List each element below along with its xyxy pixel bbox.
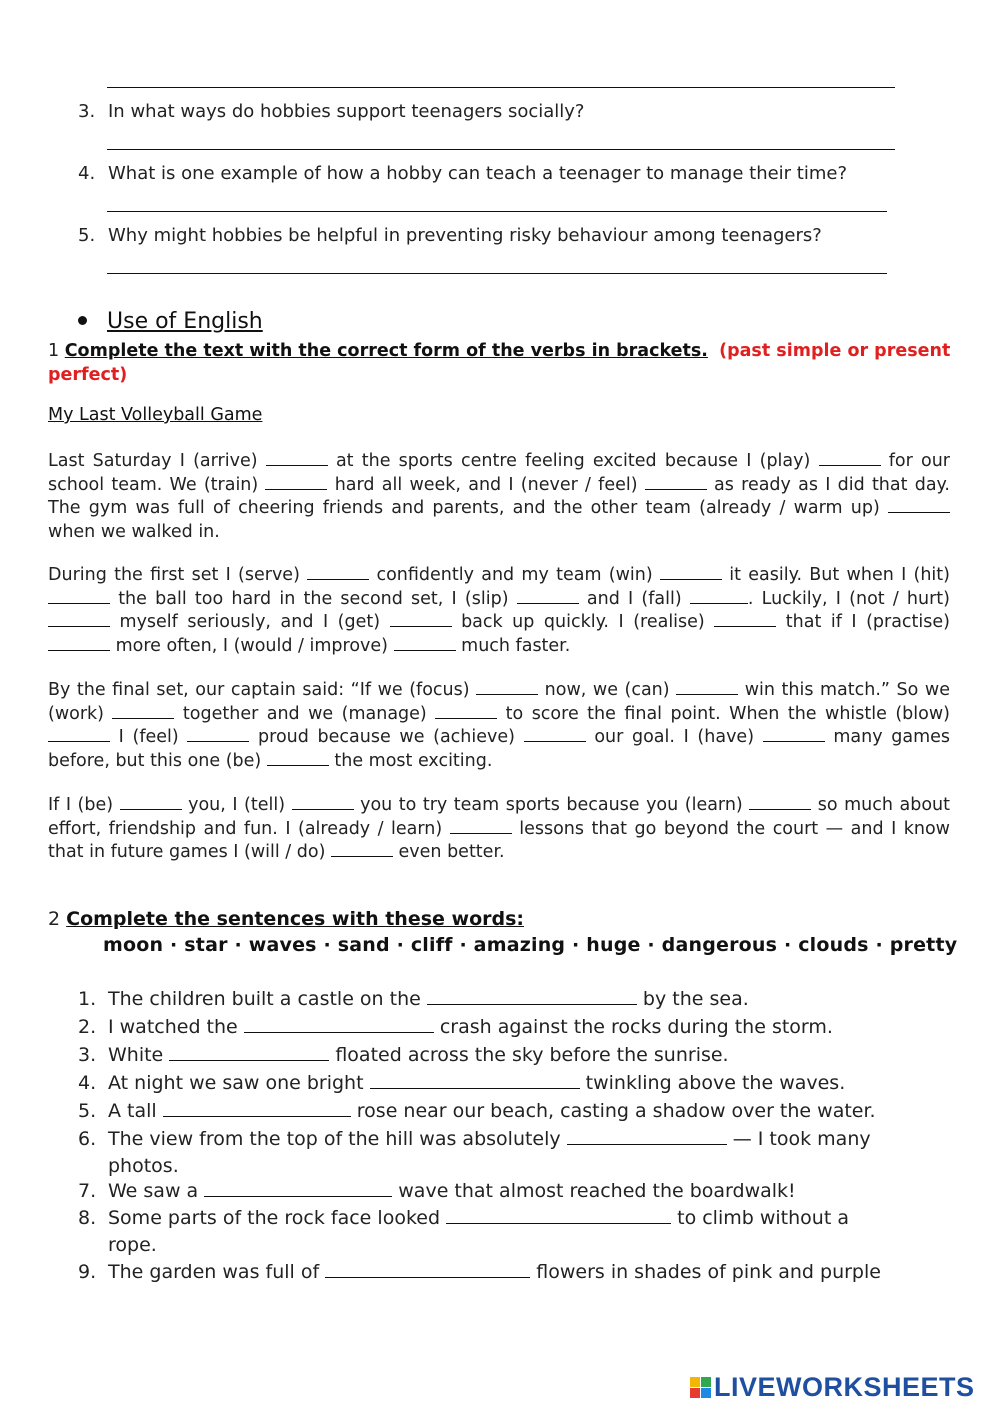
blank[interactable] [48, 636, 110, 651]
sentence-8 [78, 1205, 849, 1259]
blank[interactable] [763, 727, 825, 742]
sentence-continuation: photos. [108, 1155, 179, 1177]
liveworksheets-logo [690, 1372, 975, 1402]
story-paragraph-1: Last Saturday I (arrive) at the sports centre feeling excited because I (play) for our school team. We (train) hard all week, and I (never / feel) as ready as I did that day. The gym was full of cheering friends and parents, and the other team (already / warm up) when we walked in. [48, 451, 950, 542]
story-paragraph-2: During the first set I (serve) confidently and my team (win) it easily. But when I (hit) the ball too hard in the second set, I (slip) and I (fall) . Luckily, I (not / hurt) myself seriously, and I (get) back up quickly. I (realise) that if I (practise) more often, I (would / improve) much faster. [48, 565, 950, 656]
answer-blank[interactable] [163, 1099, 351, 1117]
question-5 [78, 224, 822, 248]
sentence-1 [78, 986, 749, 1013]
logo-text: LIVEWORKSHEETS [714, 1371, 975, 1402]
story-paragraph-4: If I (be) you, I (tell) you to try team sports because you (learn) so much about effort, friendship and fun. I (already / learn) lessons that go beyond the court — and I know that in future games I (will / do) even better. [48, 795, 951, 863]
question-text: What is one example of how a hobby can teach a teenager to manage their time? [108, 163, 848, 184]
blank[interactable] [435, 704, 497, 719]
word-bank: moon · star · waves · sand · cliff · amazing · huge · dangerous · clouds · pretty [103, 934, 958, 956]
sentence-end: twinkling above the waves. [585, 1072, 846, 1094]
answer-blank[interactable] [244, 1015, 434, 1033]
answer-line[interactable] [107, 273, 887, 274]
task-1-instruction [48, 339, 958, 387]
sentence-end: flowers in shades of pink and purple [536, 1261, 881, 1283]
sentence-end: — I took many [732, 1128, 871, 1150]
section-title: Use of English [107, 309, 263, 334]
blank[interactable] [888, 498, 950, 513]
task-number: 2 [48, 908, 61, 930]
tense-note: (past simple or present perfect) [48, 341, 951, 385]
sentence-start: A tall [108, 1100, 157, 1122]
logo-blocks-icon [690, 1377, 711, 1398]
answer-blank[interactable] [325, 1260, 530, 1278]
blank[interactable] [120, 795, 182, 810]
sentence-end: crash against the rocks during the storm. [439, 1016, 833, 1038]
sentence-end: to climb without a [677, 1207, 849, 1229]
blank[interactable] [517, 589, 579, 604]
sentence-number: 5. [78, 1100, 97, 1122]
sentence-start: We saw a [108, 1180, 199, 1202]
blank[interactable] [450, 819, 512, 834]
answer-line[interactable] [107, 149, 895, 150]
blank[interactable] [48, 727, 110, 742]
sentence-9 [78, 1259, 881, 1286]
task-number: 1 [48, 341, 60, 361]
blank[interactable] [476, 680, 538, 695]
blank[interactable] [819, 451, 881, 466]
sentence-3 [78, 1042, 729, 1069]
answer-blank[interactable] [370, 1071, 580, 1089]
sentence-number: 6. [78, 1128, 97, 1150]
blank[interactable] [292, 795, 354, 810]
sentence-4 [78, 1070, 845, 1097]
blank[interactable] [394, 636, 456, 651]
sentence-number: 9. [78, 1261, 97, 1283]
blank[interactable] [331, 842, 393, 857]
sentence-number: 3. [78, 1044, 97, 1066]
sentence-start: At night we saw one bright [108, 1072, 364, 1094]
sentence-start: The children built a castle on the [108, 988, 421, 1010]
answer-line[interactable] [107, 87, 895, 88]
blank[interactable] [112, 704, 174, 719]
section-heading [78, 309, 263, 334]
instruction-text: Complete the text with the correct form of the verbs in brackets. [64, 341, 708, 361]
story-title: My Last Volleyball Game [48, 405, 263, 425]
sentence-2 [78, 1014, 833, 1041]
blank[interactable] [267, 751, 329, 766]
answer-blank[interactable] [446, 1206, 671, 1224]
blank[interactable] [645, 475, 707, 490]
sentence-5 [78, 1098, 876, 1125]
sentence-start: Some parts of the rock face looked [108, 1207, 441, 1229]
answer-blank[interactable] [427, 987, 637, 1005]
blank[interactable] [48, 589, 110, 604]
sentence-continuation: rope. [108, 1234, 157, 1256]
sentence-number: 8. [78, 1207, 97, 1229]
bullet-icon [78, 316, 87, 325]
question-number: 5. [78, 225, 96, 246]
instruction-text: Complete the sentences with these words: [66, 908, 524, 930]
sentence-6 [78, 1126, 871, 1180]
sentence-end: rose near our beach, casting a shadow over the water. [356, 1100, 876, 1122]
answer-line[interactable] [107, 211, 887, 212]
blank[interactable] [187, 727, 249, 742]
sentence-number: 1. [78, 988, 97, 1010]
blank[interactable] [266, 451, 328, 466]
blank[interactable] [690, 589, 748, 604]
question-3 [78, 100, 585, 124]
blank[interactable] [714, 612, 776, 627]
sentence-number: 4. [78, 1072, 97, 1094]
sentence-end: wave that almost reached the boardwalk! [398, 1180, 796, 1202]
blank[interactable] [48, 612, 110, 627]
blank[interactable] [749, 795, 811, 810]
sentence-start: The view from the top of the hill was absolutely [108, 1128, 561, 1150]
sentence-number: 2. [78, 1016, 97, 1038]
blank[interactable] [307, 565, 369, 580]
question-4 [78, 162, 847, 186]
blank[interactable] [265, 475, 327, 490]
question-text: In what ways do hobbies support teenagers socially? [108, 101, 585, 122]
answer-blank[interactable] [567, 1127, 727, 1145]
blank[interactable] [390, 612, 452, 627]
story-paragraph-3: By the final set, our captain said: “If we (focus) now, we (can) win this match.” So we (work) together and we (manage) to score the final point. When the whistle (blow) I (feel) proud because we (achieve) our goal. I (have) many games before, but this one (be) the most exciting. [48, 680, 951, 771]
blank[interactable] [524, 727, 586, 742]
answer-blank[interactable] [169, 1043, 329, 1061]
question-text: Why might hobbies be helpful in preventing risky behaviour among teenagers? [108, 225, 822, 246]
blank[interactable] [660, 565, 722, 580]
blank[interactable] [676, 680, 738, 695]
sentence-start: The garden was full of [108, 1261, 320, 1283]
answer-blank[interactable] [204, 1179, 392, 1197]
sentence-number: 7. [78, 1180, 97, 1202]
sentence-end: by the sea. [642, 988, 749, 1010]
sentence-end: floated across the sky before the sunrise. [335, 1044, 729, 1066]
question-number: 4. [78, 163, 96, 184]
sentence-start: I watched the [108, 1016, 238, 1038]
question-number: 3. [78, 101, 96, 122]
sentence-start: White [108, 1044, 164, 1066]
task-2-instruction [48, 908, 524, 930]
sentence-7 [78, 1178, 796, 1205]
